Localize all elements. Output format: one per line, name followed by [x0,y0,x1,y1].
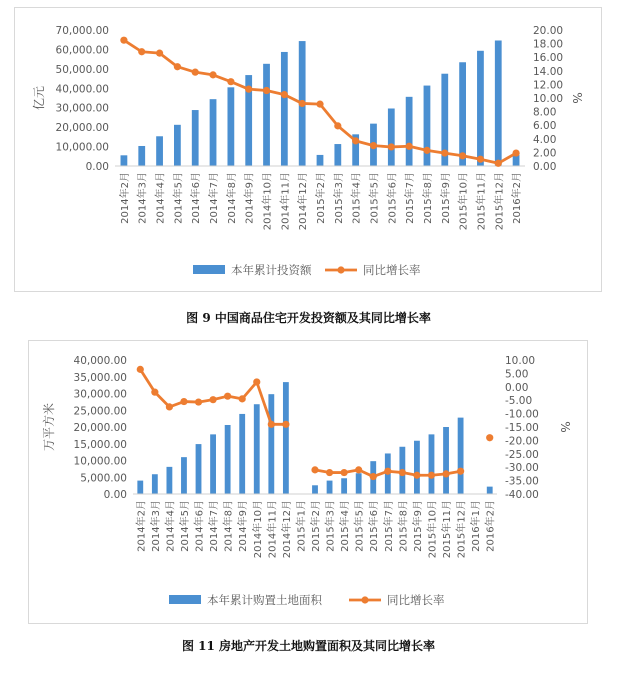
y-right-tick-label: 8.00 [533,106,557,119]
x-tick-label: 2015年12月 [494,172,506,231]
x-tick-label: 2014年12月 [281,500,293,559]
legend-line-label: 同比增长率 [387,593,445,607]
bar [254,404,260,494]
bar [356,473,362,494]
x-tick-label: 2014年11月 [280,172,292,231]
bar [317,155,324,166]
bar [458,418,464,494]
x-tick-label: 2014年4月 [155,172,167,224]
y-left-tick-label: 10,000.00 [55,141,109,154]
x-tick-label: 2014年11月 [267,500,279,559]
x-tick-label: 2015年8月 [398,500,410,552]
y-left-tick-label: 20,000.00 [73,422,127,434]
bar [487,487,493,494]
line-point [399,469,406,476]
line-point [166,403,173,410]
x-tick-label: 2015年11月 [442,500,454,559]
bar [138,146,145,166]
x-tick-label: 2015年8月 [422,172,434,224]
line-point [370,473,377,480]
caption-figure-11: 图 11 房地产开发土地购置面积及其同比增长率 [181,639,436,653]
bar [121,155,128,166]
y-left-tick-label: 50,000.00 [55,63,109,76]
bar [414,441,420,494]
y-left-tick-label: 35,000.00 [73,371,127,384]
y-right-tick-label: 16.00 [533,52,564,65]
bar [477,51,484,166]
line-point [512,149,519,156]
x-tick-label: 2014年6月 [191,172,203,224]
y-left-tick-label: 40,000.00 [55,83,109,96]
y-right-axis-title: % [558,421,572,433]
y-left-tick-label: 20,000.00 [55,122,109,135]
x-tick-label: 2016年2月 [485,499,497,552]
x-tick-label: 2014年7月 [209,172,221,224]
line-point [192,69,199,76]
line-point [180,398,187,405]
line-point [156,50,163,57]
line-point [268,421,275,428]
bar [181,457,187,494]
line-point [299,100,306,107]
y-right-tick-label: 14.00 [533,65,564,78]
bar [263,64,270,166]
line-point [384,468,391,475]
legend-line-marker [361,596,368,603]
y-left-tick-label: 40,000.00 [73,355,127,367]
legend-bar-label: 本年累计购置土地面积 [207,593,322,607]
x-tick-label: 2015年2月 [311,500,322,552]
line-point [459,152,466,159]
line-point [442,470,449,477]
line-point [253,378,260,385]
bar [327,481,333,494]
bar [174,125,181,166]
y-left-tick-label: 25,000.00 [73,405,127,418]
y-right-tick-label: 10.00 [505,355,536,367]
bar [429,434,435,494]
line-point [209,71,216,78]
x-tick-label: 2014年10月 [262,171,274,231]
x-tick-label: 2014年2月 [136,500,148,552]
legend-bar-label: 本年累计投资额 [231,263,312,277]
x-tick-label: 2015年10月 [427,500,439,559]
line-point [441,149,448,156]
bar [137,481,143,494]
bar [341,478,347,494]
y-right-tick-label: -5.00 [505,395,533,408]
bar [225,425,231,494]
y-right-tick-label: 6.00 [533,120,557,133]
x-tick-label: 2014年10月 [252,500,264,559]
bar [227,87,234,166]
y-right-tick-label: 4.00 [533,133,557,146]
y-right-tick-label: 18.00 [533,38,564,51]
y-right-axis-title: % [570,92,584,104]
y-right-tick-label: 0.00 [505,381,529,394]
line-point [341,469,348,476]
bar [283,382,289,494]
x-tick-label: 2015年7月 [383,500,395,552]
line-point [151,389,158,396]
y-right-tick-label: -25.00 [505,448,539,461]
y-right-tick-label: -40.00 [505,489,539,501]
x-tick-label: 2014年3月 [150,500,162,552]
line-point [428,472,435,479]
x-tick-label: 2014年5月 [179,500,191,552]
x-tick-label: 2015年10月 [458,172,470,231]
bar [495,40,502,166]
line-point [495,160,502,167]
line-point [209,396,216,403]
line-point [477,156,484,163]
x-tick-label: 2014年9月 [244,172,256,224]
chart-investment [15,8,601,291]
y-right-tick-label: 20.00 [533,25,564,37]
line-point [195,398,202,405]
bar [210,434,216,494]
y-left-tick-label: 70,000.00 [55,25,109,37]
line-point [334,122,341,129]
line-point [311,466,318,473]
legend-bar-swatch [193,265,225,274]
y-right-tick-label: 10.00 [533,93,564,105]
line-point [224,393,231,400]
line-point [457,468,464,475]
x-tick-label: 2015年4月 [340,500,352,552]
legend-line-label: 同比增长率 [363,263,421,277]
bar [334,144,341,166]
bar [281,52,288,166]
x-tick-label: 2014年4月 [165,500,177,552]
line-point [370,142,377,149]
x-tick-label: 2015年3月 [325,500,337,552]
line-point [486,434,493,441]
line-point [239,395,246,402]
line-point [281,91,288,98]
y-left-axis-title: 亿元 [32,85,46,111]
x-tick-label: 2015年12月 [456,500,468,559]
y-left-tick-label: 15,000.00 [73,438,127,451]
line-point [413,472,420,479]
bar [152,474,158,494]
bar [192,110,199,166]
y-left-tick-label: 0.00 [85,161,109,173]
x-tick-label: 2014年2月 [119,172,131,224]
x-tick-label: 2015年4月 [351,172,363,224]
x-tick-label: 2015年7月 [405,172,417,224]
line-point [316,101,323,108]
line-point [263,87,270,94]
bar [166,467,172,494]
y-right-tick-label: 0.00 [533,161,557,173]
bar [406,97,413,166]
x-tick-label: 2015年9月 [440,172,452,224]
x-tick-label: 2015年5月 [369,172,381,224]
y-left-tick-label: 0.00 [103,489,127,501]
line-point [245,86,252,93]
line-point [227,78,234,85]
line-point [138,48,145,55]
x-tick-label: 2014年8月 [226,172,238,224]
bar [210,99,217,166]
y-left-tick-label: 60,000.00 [55,44,109,57]
x-tick-label: 2015年2月 [316,172,327,224]
x-tick-label: 2015年1月 [296,500,308,552]
line-point [174,63,181,70]
bar [239,414,245,494]
chart-panel-investment [14,7,602,292]
bar [312,485,318,494]
y-right-tick-label: 2.00 [533,147,557,160]
x-tick-label: 2016年1月 [471,500,483,552]
line-point [326,469,333,476]
x-tick-label: 2015年5月 [354,500,366,552]
x-tick-label: 2014年9月 [238,500,250,552]
x-tick-label: 2014年12月 [298,172,310,231]
bar [156,136,163,166]
y-right-tick-label: -20.00 [505,435,539,448]
y-right-tick-label: -15.00 [505,422,539,434]
chart-land-purchase [29,341,587,623]
line-point [137,366,144,373]
bar [459,62,466,166]
chart-panel-land [28,340,588,624]
y-right-tick-label: 5.00 [505,368,529,381]
bar [268,394,274,494]
y-right-tick-label: -10.00 [505,408,539,421]
line-point [120,37,127,44]
line-point [423,147,430,154]
x-tick-label: 2015年3月 [333,172,345,224]
line-point [388,143,395,150]
y-left-tick-label: 30,000.00 [55,102,109,115]
x-tick-label: 2014年8月 [223,500,235,552]
line-point [352,137,359,144]
x-tick-label: 2016年2月 [512,171,524,224]
x-tick-label: 2014年3月 [137,172,149,224]
x-tick-label: 2014年5月 [173,172,185,224]
x-tick-label: 2014年6月 [194,500,206,552]
y-left-tick-label: 5,000.00 [80,472,127,485]
bar [443,427,449,494]
caption-figure-9: 图 9 中国商品住宅开发投资额及其同比增长率 [186,311,431,325]
legend-line-marker [337,266,344,273]
y-left-axis-title: 万平方米 [42,402,56,452]
x-tick-label: 2015年6月 [387,172,399,224]
y-right-tick-label: -35.00 [505,475,539,488]
x-tick-label: 2014年7月 [209,500,221,552]
line-point [282,421,289,428]
line-point [355,466,362,473]
x-tick-label: 2015年6月 [369,500,381,552]
y-left-tick-label: 30,000.00 [73,388,127,401]
x-tick-label: 2015年11月 [476,172,488,231]
line-point [406,143,413,150]
y-right-tick-label: -30.00 [505,462,539,475]
x-tick-label: 2015年9月 [412,500,424,552]
legend-bar-swatch [169,595,201,604]
y-left-tick-label: 10,000.00 [73,455,127,468]
bar [196,444,202,494]
bar [388,108,395,166]
y-right-tick-label: 12.00 [533,79,564,92]
